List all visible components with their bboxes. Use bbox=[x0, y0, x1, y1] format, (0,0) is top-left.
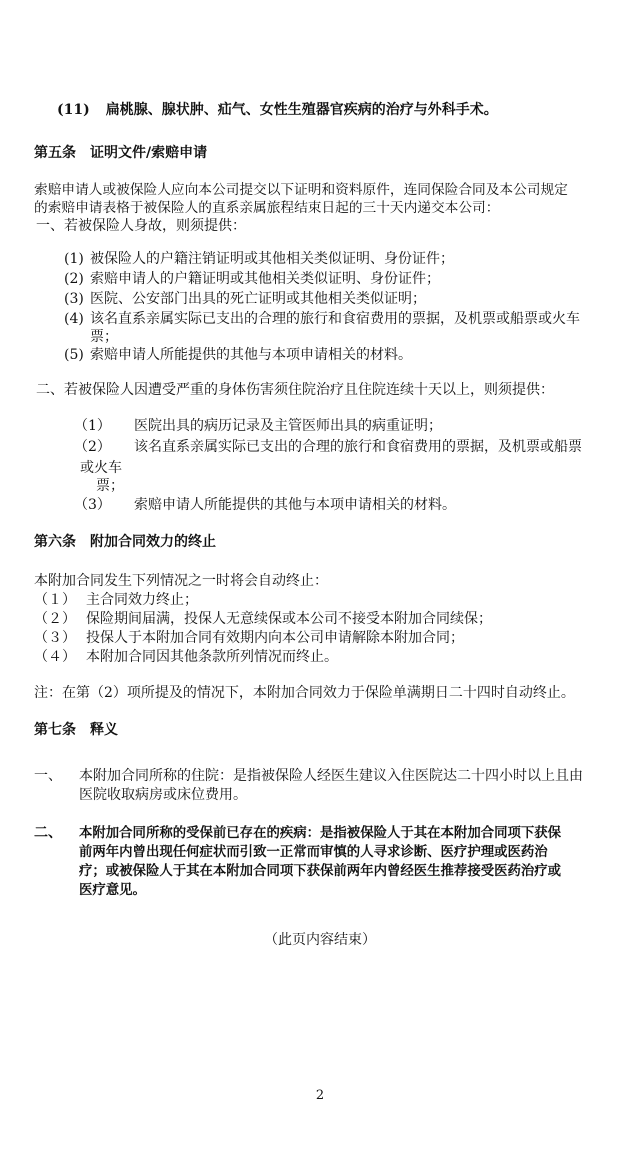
sec1-item-5 bbox=[64, 345, 412, 366]
art6-item-3-text: 投保人于本附加合同有效期内向本公司申请解除本附加合同； bbox=[86, 630, 464, 646]
art6-item-2-number: （２） bbox=[34, 611, 76, 627]
sec1-item-1 bbox=[64, 249, 454, 270]
sec2-item-3-text: 索赔申请人所能提供的其他与本项申请相关的材料。 bbox=[134, 497, 456, 513]
art6-item-2 bbox=[34, 609, 492, 630]
sec2-item-3 bbox=[74, 495, 456, 516]
article-6-intro: 本附加合同发生下列情况之一时将会自动终止： bbox=[34, 573, 328, 589]
article-5-intro-line-2: 的索赔申请表格于被保险人的直系亲属旅程结束日起的三十天内递交本公司： bbox=[34, 200, 500, 216]
sec2-item-1-number: （1） bbox=[74, 418, 111, 434]
sec1-item-4-text: 该名直系亲属实际已支出的合理的旅行和食宿费用的票据，及机票或船票或火车 bbox=[90, 311, 580, 327]
article-5-section-1-title: 一、若被保险人身故，则须提供： bbox=[36, 218, 246, 234]
article-5-section-2-title: 二、若被保险人因遭受严重的身体伤害须住院治疗且住院连续十天以上，则须提供： bbox=[36, 382, 554, 398]
definition-2-line-1: 本附加合同所称的受保前已存在的疾病：是指被保险人于其在本附加合同项下获保 bbox=[79, 825, 562, 841]
definition-1-line-2: 医院收取病房或床位费用。 bbox=[79, 787, 247, 803]
definition-2-line-3: 疗；或被保险人于其在本附加合同项下获保前两年内曾经医生推荐接受医药治疗或 bbox=[79, 863, 562, 879]
art6-item-4-number: （４） bbox=[34, 649, 76, 665]
article-5-intro-line-1: 索赔申请人或被保险人应向本公司提交以下证明和资料原件，连同保险合同及本公司规定 bbox=[34, 182, 568, 198]
item-11 bbox=[57, 100, 498, 121]
sec1-item-3 bbox=[64, 289, 426, 310]
sec2-item-3-number: （3） bbox=[74, 497, 111, 513]
sec1-item-2-number: (2) bbox=[64, 271, 84, 287]
page-number: 2 bbox=[315, 1088, 325, 1103]
sec2-item-2-text: 该名直系亲属实际已支出的合理的旅行和食宿费用的票据，及机票或船票 bbox=[134, 439, 582, 455]
article-6-note: 注：在第（2）项所提及的情况下，本附加合同效力于保险单满期日二十四时自动终止。 bbox=[34, 685, 575, 701]
sec1-item-4-continuation: 票； bbox=[90, 329, 118, 345]
art6-item-4-text: 本附加合同因其他条款所列情况而终止。 bbox=[86, 649, 338, 665]
sec2-item-2-number: （2） bbox=[74, 439, 111, 455]
art6-item-1 bbox=[34, 590, 198, 611]
sec1-item-1-number: (1) bbox=[64, 251, 84, 267]
sec1-item-4-number: (4) bbox=[64, 311, 84, 327]
definition-1-number: 一、 bbox=[34, 768, 62, 784]
sec1-item-5-number: (5) bbox=[64, 347, 84, 363]
item-11-number: (11) bbox=[57, 102, 90, 118]
sec2-item-2 bbox=[74, 437, 582, 458]
sec1-item-1-text: 被保险人的户籍注销证明或其他相关类似证明、身份证件； bbox=[90, 251, 454, 267]
sec1-item-3-text: 医院、公安部门出具的死亡证明或其他相关类似证明； bbox=[90, 291, 426, 307]
art6-item-2-text: 保险期间届满，投保人无意续保或本公司不接受本附加合同续保； bbox=[86, 611, 492, 627]
sec1-item-3-number: (3) bbox=[64, 291, 84, 307]
article-6-heading: 第六条 附加合同效力的终止 bbox=[34, 534, 216, 550]
sec2-item-2-continuation-1: 或火车 bbox=[80, 460, 122, 476]
sec1-item-2-text: 索赔申请人的户籍证明或其他相关类似证明、身份证件； bbox=[90, 271, 440, 287]
art6-item-1-text: 主合同效力终止； bbox=[86, 592, 198, 608]
article-7-heading: 第七条 释义 bbox=[34, 722, 118, 738]
sec2-item-1-text: 医院出具的病历记录及主管医师出具的病重证明； bbox=[134, 418, 442, 434]
item-11-text: 扁桃腺、腺状肿、疝气、女性生殖器官疾病的治疗与外科手术。 bbox=[105, 102, 498, 118]
art6-item-3 bbox=[34, 628, 464, 649]
end-of-page-note: （此页内容结束） bbox=[264, 932, 376, 948]
sec2-item-2-continuation-2: 票； bbox=[96, 478, 124, 494]
definition-2-line-2: 前两年内曾出现任何症状而引致一正常而审慎的人寻求诊断、医疗护理或医药治 bbox=[79, 844, 548, 860]
art6-item-4 bbox=[34, 647, 338, 668]
definition-2-line-4: 医疗意见。 bbox=[79, 882, 146, 898]
art6-item-1-number: （１） bbox=[34, 592, 76, 608]
sec1-item-5-text: 索赔申请人所能提供的其他与本项申请相关的材料。 bbox=[90, 347, 412, 363]
sec2-item-1 bbox=[74, 416, 442, 437]
sec1-item-4 bbox=[64, 309, 580, 330]
definition-2-number: 二、 bbox=[34, 825, 62, 841]
definition-1-line-1: 本附加合同所称的住院：是指被保险人经医生建议入住医院达二十四小时以上且由 bbox=[79, 768, 583, 784]
sec1-item-2 bbox=[64, 269, 440, 290]
art6-item-3-number: （３） bbox=[34, 630, 76, 646]
article-5-heading: 第五条 证明文件/索赔申请 bbox=[34, 145, 208, 161]
